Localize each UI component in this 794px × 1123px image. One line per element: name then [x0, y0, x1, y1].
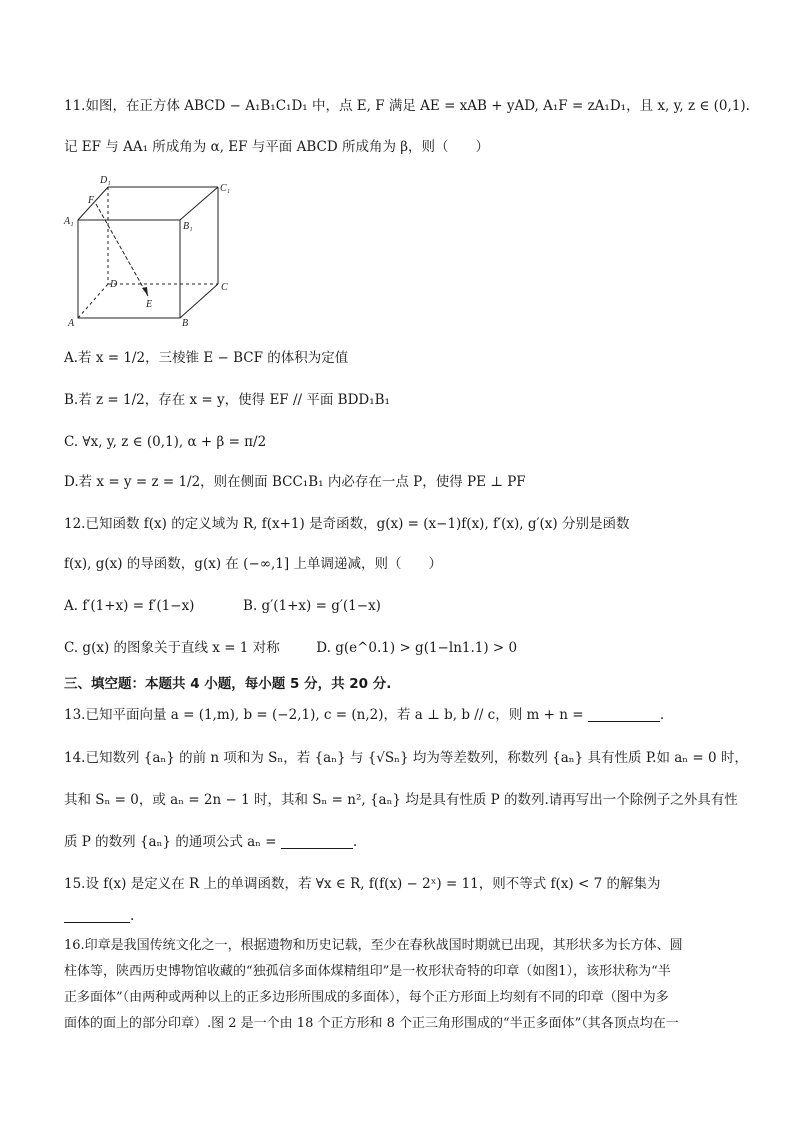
- q14-stem-line3: [64, 832, 754, 852]
- q12-option-c: C. g(x) 的图象关于直线 x = 1 对称: [64, 640, 280, 656]
- q11-option-b: B.若 z = 1/2，存在 x = y，使得 EF // 平面 BDD₁B₁: [64, 392, 390, 408]
- q14-text-end: .: [352, 834, 358, 850]
- q12-option-d: D. g(e^0.1) > g(1−ln1.1) > 0: [316, 640, 518, 656]
- q13-text-end: .: [659, 707, 665, 723]
- cube-figure: [60, 172, 240, 330]
- q16-stem-line1: 16.印章是我国传统文化之一，根据遗物和历史记载，至少在春秋战国时期就已出现，其形状多为长方体、圆: [64, 938, 683, 953]
- q14-stem-line2: 其和 Sₙ = 0，或 aₙ = 2n − 1 时，其和 Sₙ = n², {aₙ} 均是具有性质 P 的数列.请再写出一个除例子之外具有性: [64, 792, 738, 808]
- q12-options-cd: [64, 638, 754, 658]
- q14-stem-line1: 14.已知数列 {aₙ} 的前 n 项和为 Sₙ，若 {aₙ} 与 {√Sₙ} 均为等差数列，称数列 {aₙ} 具有性质 P.如 aₙ = 0 时，: [64, 750, 748, 766]
- cube-edge-ad-hidden: [78, 284, 108, 318]
- q14-answer-blank[interactable]: [281, 834, 353, 849]
- section-heading-fill-in: 三、填空题：本题共 4 小题，每小题 5 分，共 20 分.: [64, 676, 392, 692]
- label-b: B: [182, 318, 189, 329]
- q15-answer-blank[interactable]: [64, 908, 130, 923]
- segment-fe: [96, 204, 148, 296]
- label-e: E: [146, 299, 153, 310]
- label-c: C: [221, 282, 228, 293]
- q11-option-a: A.若 x = 1/2，三棱锥 E − BCF 的体积为定值: [64, 350, 349, 366]
- q14-text: 质 P 的数列 {aₙ} 的通项公式 aₙ =: [64, 834, 281, 850]
- arrow-head-icon: [142, 287, 148, 296]
- q13-answer-blank[interactable]: [588, 707, 660, 722]
- cube-edge-bc: [180, 284, 218, 318]
- label-f: F: [88, 195, 95, 206]
- q16-stem-line4: 面体的面上的部分印章）.图 2 是一个由 18 个正方形和 8 个正三角形围成的“半正多面体”（其各顶点均在一: [64, 1016, 679, 1031]
- label-d: D: [110, 279, 118, 290]
- q11-stem-line1: 11.如图，在正方体 ABCD − A₁B₁C₁D₁ 中，点 E, F 满足 AE = xAB + yAD, A₁F = zA₁D₁，且 x, y, z ∈ (0,1).: [64, 98, 750, 114]
- q15-answer-line: [64, 906, 754, 926]
- q13-stem: [64, 705, 754, 725]
- q12-option-a: A. f′(1+x) = f′(1−x): [64, 598, 195, 614]
- q12-options-ab: [64, 596, 754, 616]
- q15-stem-line1: 15.设 f(x) 是定义在 R 上的单调函数，若 ∀x ∈ R, f(f(x) − 2ˣ) = 11，则不等式 f(x) < 7 的解集为: [64, 876, 661, 892]
- q13-text: 13.已知平面向量 a = (1,m), b = (−2,1), c = (n,2)，若 a ⊥ b, b // c，则 m + n =: [64, 707, 588, 723]
- q12-option-b: B. g′(1+x) = g′(1−x): [243, 598, 381, 614]
- label-a: A: [68, 318, 75, 329]
- label-c1: C₁: [220, 183, 231, 194]
- cube-front-face: [78, 220, 180, 318]
- q12-stem-line2: f(x), g(x) 的导函数，g(x) 在 (−∞,1] 上单调递减，则（ ）: [64, 556, 442, 572]
- q11-stem-line2: 记 EF 与 AA₁ 所成角为 α, EF 与平面 ABCD 所成角为 β，则（ ）: [64, 139, 490, 155]
- label-a1: A₁: [64, 216, 74, 227]
- cube-edge-b1c1: [180, 187, 218, 220]
- label-b1: B₁: [183, 221, 193, 232]
- q15-text-end: .: [130, 908, 135, 924]
- q16-stem-line2: 柱体等，陕西历史博物馆收藏的“独孤信多面体煤精组印”是一枚形状奇特的印章（如图1），该形状称为“半: [64, 964, 671, 979]
- q11-option-d: D.若 x = y = z = 1/2，则在侧面 BCC₁B₁ 内必存在一点 P，使得 PE ⊥ PF: [64, 474, 526, 490]
- q16-stem-line3: 正多面体”（由两种或两种以上的正多边形所围成的多面体），每个正方形面上均刻有不同的印章（图中为多: [64, 990, 669, 1005]
- q12-stem-line1: 12.已知函数 f(x) 的定义域为 R, f(x+1) 是奇函数，g(x) = (x−1)f(x), f′(x), g′(x) 分别是函数: [64, 516, 630, 532]
- label-d1: D₁: [100, 175, 111, 186]
- q11-option-c: C. ∀x, y, z ∈ (0,1), α + β = π/2: [64, 434, 267, 450]
